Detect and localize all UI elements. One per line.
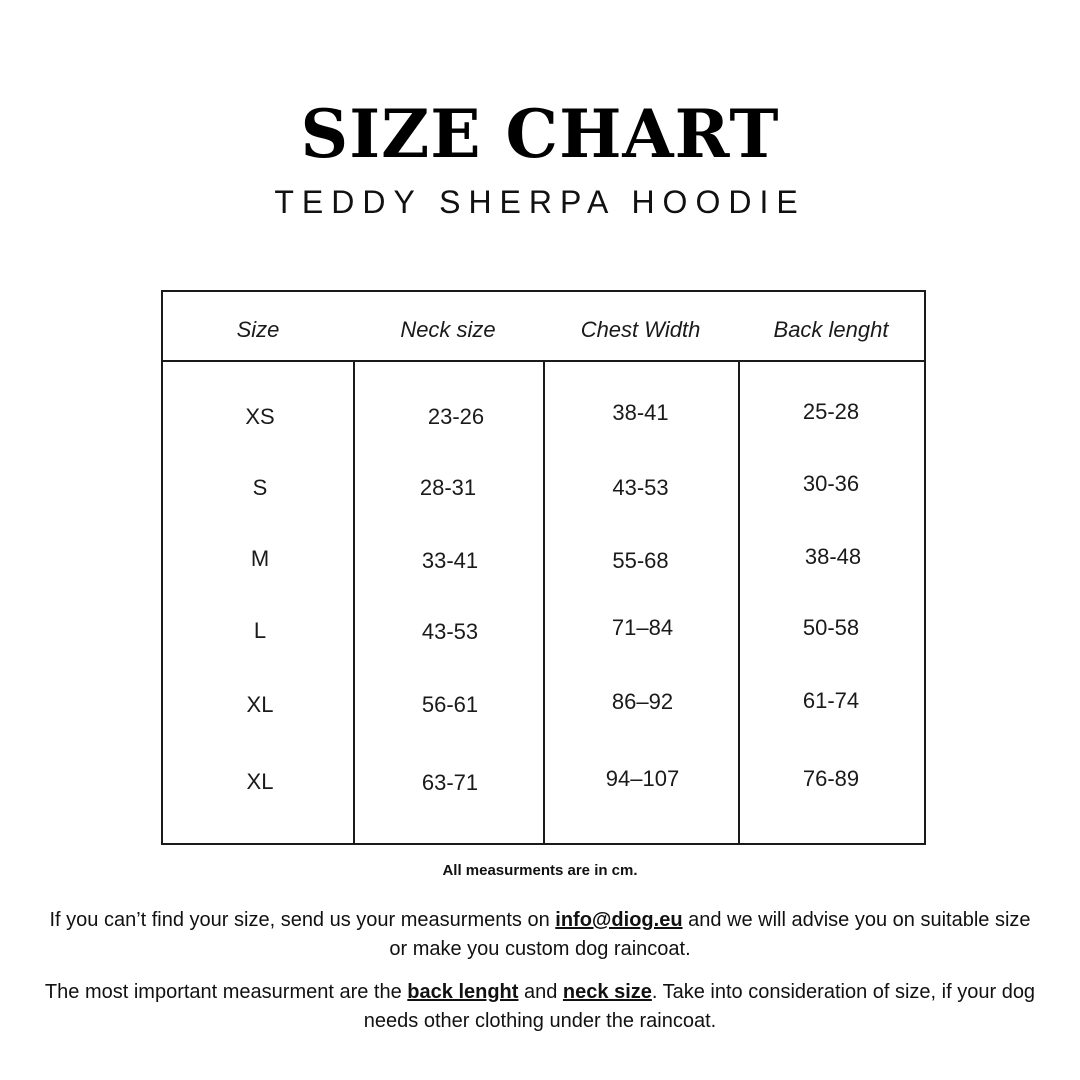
important-text-before: The most important measurment are the [44,981,408,1003]
back-length-emphasis: back lenght [407,981,519,1003]
neck-cell: 33-41 [421,548,479,573]
measurement-note: All measurments are in cm. [442,862,638,879]
neck-cell: 23-26 [427,404,485,429]
help-paragraph [40,906,1040,964]
chest-cell: 43-53 [612,475,669,500]
chest-cell: 55-68 [612,548,669,573]
chest-cell: 86–92 [611,689,674,714]
header-size: Size [236,317,280,342]
size-cell: M [250,546,270,571]
help-text-after: and we will advise you on suitable size or make you custom dog raincoat. [389,909,1031,960]
header-back-length: Back lenght [773,317,889,342]
email-link[interactable]: info@diog.eu [555,909,683,931]
neck-cell: 56-61 [421,692,479,717]
back-cell: 76-89 [802,766,860,791]
back-cell: 61-74 [802,688,860,713]
neck-cell: 28-31 [419,475,477,500]
chest-cell: 38-41 [612,400,669,425]
header-neck-size: Neck size [400,317,496,342]
back-cell: 30-36 [802,471,860,496]
page-title: SIZE CHART [300,95,780,173]
chest-cell: 94–107 [605,766,680,791]
chest-cell: 71–84 [611,615,674,640]
size-table [161,290,926,845]
size-cell: XL [246,692,274,717]
back-cell: 25-28 [802,399,860,424]
neck-size-emphasis: neck size [562,981,652,1003]
size-cell: XS [245,404,275,429]
important-text-after: . Take into consideration of size, if your dog needs other clothing under the raincoat. [363,981,1036,1032]
page-subtitle: TEDDY SHERPA HOODIE [274,184,806,220]
size-cell: S [252,475,268,500]
header-chest-width: Chest Width [580,317,701,342]
size-cell: XL [246,769,274,794]
table-header-row [163,292,924,362]
help-text-before: If you can’t find your size, send us your measurments on [49,909,556,931]
important-text-middle: and [518,981,563,1003]
back-cell: 38-48 [804,544,862,569]
neck-cell: 63-71 [421,770,479,795]
important-paragraph [40,978,1040,1036]
size-cell: L [253,618,267,643]
back-cell: 50-58 [802,615,860,640]
neck-cell: 43-53 [421,619,479,644]
